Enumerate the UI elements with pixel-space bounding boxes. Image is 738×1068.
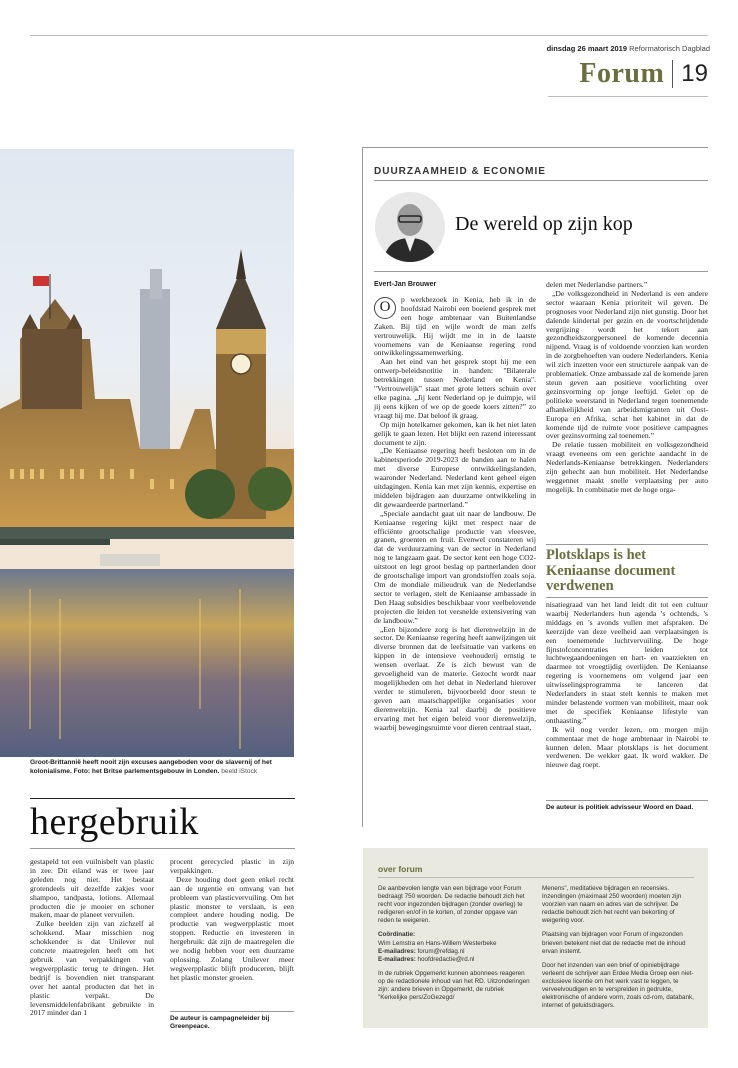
forum-paragraph: Door het inzenden van een brief of opiniebijdrage verleent de schrijver aan Erdee Media Groep een niet-exclusieve licentie om het werk vast te leggen, te verveelvoudigen en te verspreiden in gedrukte, elektronische of andere vorm, zoals cd-rom, databank, internet of geluidsdragers. <box>542 961 694 1010</box>
over-forum-col-1 <box>378 885 530 1002</box>
paragraph: Aan het eind van het gesprek stopt hij me een ontwerp-beleidsnotitie in handen: "Bilaterale betrekkingen tussen Nederland en Kenia". "Vertrouwelijk" staat met grote letters schuin over elke pagina. „Jij kent Nederland op je duimpje, wil jij eens kijken of we op de goede koers zitten?” zo vraagt hij me. Dat beloof ik graag. <box>374 357 536 420</box>
column-text-a <box>374 296 536 732</box>
section-separator <box>672 60 673 88</box>
photo-caption <box>30 759 296 776</box>
email-link[interactable]: forum@refdag.nl <box>417 947 465 955</box>
paragraph: „Speciale aandacht gaat uit naar de landbouw. De Keniaanse regering kijkt met respect naar de efficiënte grootschalige productie van vleesvee, granen, groenten en fruit. Evenwel constateren wij dat de verduurzaming van de sector in Nederland nog te langzaam gaat. De sector kent een hoge CO2-uitstoot en legt groot beslag op partnerlanden door de grootschalige import van grondstoffen zoals soja. Om de mondiale milieudruk van de Nederlandse sector te verlagen, stelt de Keniaanse ambassade in Den Haag subsidies beschikbaar voor veelbelovende projecten die leiden tot versnelde extensivering van de landbouw.” <box>374 508 536 625</box>
pull-quote-rule-bottom <box>546 597 708 598</box>
over-forum-title: over forum <box>378 864 423 874</box>
paragraph: De relatie tussen mobiliteit en volksgezondheid vraagt eveneens om een gerichte aandacht in de Nederlands-Keniaanse betrekkingen. Nederlanders zijn gehecht aan hun mobiliteit. Het Nederlandse weggennet maakt snelle verplaatsing per auto mogelijk. In combinatie met de hoge orga- <box>546 440 708 494</box>
email-label: E-mailadres: <box>378 947 416 955</box>
paragraph: Op mijn hotelkamer gekomen, kan ik het niet laten gelijk te gaan lezen. Het blijkt een razend interessant document te zijn. <box>374 419 536 447</box>
column-author-note: De auteur is politiek advisseur Woord en Daad. <box>546 804 694 811</box>
email2-label: E-mailadres: <box>378 955 416 963</box>
paragraph: p werkbezoek in Kenia, heb ik in de hoofdstad Nairobi een boeiend gesprek met een hoge ambtenaar van Buitenlandse Zaken. Bij tijd en wijle wordt de man zelfs vertrouwelijk. Hij wijdt me in in de laatste voornemens van de Keniaanse regering rond ontwikkelingssamenwerking. <box>374 295 536 358</box>
top-rule <box>30 35 708 36</box>
parliament-photo <box>0 149 294 757</box>
parliament-illustration <box>0 149 294 757</box>
forum-contacts <box>378 931 530 963</box>
forum-outro: In de rubriek Opgemerkt kunnen abonnees reageren op de redactionele inhoud van het RD. Uitzonderingen zijn: andere brieven in Opgemerkt, de rubriek "Kerkelijke pers/ZoGezegd/ <box>378 969 530 1002</box>
paragraph: delen met Nederlandse partners.” <box>546 280 648 289</box>
headline-rule <box>374 271 708 272</box>
column-text-b <box>546 281 708 495</box>
column-headline: De wereld op zijn kop <box>455 213 633 235</box>
dropcap: O <box>374 297 396 319</box>
header-rule <box>548 96 708 97</box>
paragraph: Zulke beelden zijn van zichzelf al schokkend. Maar misschien nog schokkender is dat Unilever nul concrete maatregelen heeft om het gebruik van verpakkingen van wegwerpplastic terug te dringen. Het bedrijf is bovendien niet transparant over het aantal producten dat het in plastic verpakt. De levensmiddelenfabrikant gebruikte in 2017 minder dan 1 <box>30 919 154 1018</box>
paragraph: procent gerecycled plastic in zijn verpakkingen. <box>170 857 294 875</box>
author-rule <box>170 1011 294 1012</box>
paragraph: nisatiegraad van het land leidt dit tot een cultuur waarbij Nederlanders hun agenda 's ochtends, 's middags en 's avonds vullen met afspraken. De keerzijde van deze veelheid aan verplaatsingen is een toenemende luchtvervuiling. De hoge fijnstofconcentraties leiden tot luchtwegaandoeningen en hart- en vaatziekten en daarmee tot vroegtijdig overlijden. De Keniaanse regering is voornemens om volgend jaar een uitwisselingsprogramma te lanceren dat Nederlanders in staat stelt kennis te maken met minder belastende vormen van mobiliteit, maar ook met de specifiek Keniaanse lifestyle van onthaasting.” <box>546 600 708 725</box>
portrait-illustration <box>375 192 445 262</box>
paragraph: „De Keniaanse regering heeft besloten om in de kabinetsperiode 2019-2023 de banden aan te halen met diverse Europese ontwikkelingslanden, waaronder Nederland. Nederland kent geheel eigen uitdagingen. Kenia kan met zijn kennis, expertise en middelen bijdragen aan duurzame ontwikkeling in dit gewaardeerde partnerland.” <box>374 446 536 509</box>
section-header <box>579 58 708 90</box>
forum-paragraph: Plaatsing van bijdragen voor Forum of ingezonden brieven betekent niet dat de redactie met de inhoud ervan instemt. <box>542 931 686 955</box>
issue-date: dinsdag 26 maart 2019 <box>546 44 628 53</box>
over-forum-col-2 <box>542 885 694 1010</box>
photo-credit: beeld iStock <box>221 767 258 775</box>
column-author: Evert-Jan Brouwer <box>374 281 437 288</box>
article-column-2 <box>170 858 294 983</box>
paragraph: „Een bijzondere zorg is het dierenwelzijn in de sector. De Keniaanse regering heeft aanwijzingen uit diverse bronnen dat de leefsituatie van varkens en kippen in de intensieve veehouderij ernstig te wensen overlaat. Ze is zich bewust van de gevoeligheid van de materie. Gezocht wordt naar mogelijkheden om het debat in Nederland hierover verder te stimuleren, bijvoorbeeld door steun te geven aan maatschappelijke organisaties voor dierenwelzijn. Kenia zal daarbij de positieve ervaring met het eigen beleid voor dierenwelzijn, waarbij bewegingsruimte voor dieren centraal staat, <box>374 624 536 732</box>
paragraph: Ik wil nog verder lezen, om morgen mijn commentaar met de hoge ambtenaar in Nairobi te kunnen delen. Maar plotsklaps is het document verdwenen. De wekker gaat. Ik word wakker. De nieuwe dag roept. <box>546 724 708 770</box>
pull-quote: Plotsklaps is het Keniaanse document verdwenen <box>546 547 676 594</box>
over-forum-rule <box>378 877 694 878</box>
paragraph: Deze houding doet geen enkel recht aan de urgentie en omvang van het probleem van plasticvervuiling. Om het plastic monster te verslaan, is een compleet andere houding nodig. De productie van wegwerpplastic moet stoppen. Reductie en investeren in hergebruik: dát zijn de maatregelen die we nodig hebben voor een duurzame oplossing. Zolang Unilever meer wegwerpplastic blijft produceren, blijft het plastic monster groeien. <box>170 874 294 982</box>
author-note: De auteur is campagneleider bij Greenpeace. <box>170 1015 270 1031</box>
forum-paragraph: Menens", meditatieve bijdragen en recensies. Inzendingen (maximaal 250 woorden) moeten zijn voorzien van naam en adres van de schrijver. De redactie behoudt zich het recht van bekorting of weigering voor. <box>542 885 682 925</box>
herg-bottom-rule <box>30 848 295 849</box>
column-text-b2 <box>546 601 708 770</box>
column-kicker: DUURZAAMHEID & ECONOMIE <box>374 166 546 177</box>
masthead <box>440 44 710 53</box>
first-paragraph <box>374 296 536 358</box>
paragraph: gestapeld tot een vuilnisbelt van plastic in zee. Dit eiland was er twee jaar geleden nog niet. Het bestaat grotendeels uit dezelfde zakjes voor shampoo, tandpasta, lotions. Allemaal producten die je mooier en schoner maken, maar de planeet vervuilen. <box>30 857 154 920</box>
author-portrait <box>375 192 445 262</box>
caption-text: Groot-Brittannië heeft nooit zijn excuses aangeboden voor de slavernij of het kolonialisme. Foto: het Britse parlementsgebouw in Londen. <box>30 759 272 775</box>
coord-label: Coördinatie: <box>378 931 416 939</box>
coord-value: Wim Lemstra en Hans-Willem Westerbeke <box>378 939 497 947</box>
paragraph: „De volksgezondheid in Nederland is een andere sector waaraan Kenia prioriteit wil geven. De prognoses voor Nederland zijn niet gunstig. Door het dalende kindertal per gezin en de voortschrijdende vergrijzing wordt het tekort aan gezondheidszorgpersoneel de komende decennia nijpend. Vraag is of voldoende voorzien kan worden in de zorgbehoeften van oudere Nederlanders. Kenia wil zich inzetten voor een structurele aanpak van de problematiek. Onze ambassade zal de komende jaren steun geven aan positieve voorlichting over gezinsvorming op jonge leeftijd. Gelet op de politieke weerstand in Nederland tegen toenemende afhankelijkheid van arbeidsmigranten uit Oost-Europa en Afrika, schat het kabinet in dat de komende tijd de ruimte voor positieve campagnes over gezinsvorming zal toenemen.” <box>546 288 708 441</box>
page-number: 19 <box>681 60 708 87</box>
section-name: Forum <box>579 58 665 89</box>
pull-quote-rule-top <box>546 544 708 545</box>
forum-intro: De aanbevolen lengte van een bijdrage voor Forum bedraagt 750 woorden. De redactie behoudt zich het recht voor ingezonden bijdragen (zonder overleg) te redigeren en/of in te korten, of zonder opgave van reden te weigeren. <box>378 885 525 925</box>
paper-name: Reformatorisch Dagblad <box>629 44 710 53</box>
article-title: hergebruik <box>30 801 199 843</box>
column-author-rule <box>546 800 708 801</box>
email2-link[interactable]: hoofdredactie@rd.nl <box>417 955 475 963</box>
herg-top-rule <box>30 798 295 799</box>
kicker-rule <box>374 180 708 181</box>
article-column-1 <box>30 858 154 1018</box>
